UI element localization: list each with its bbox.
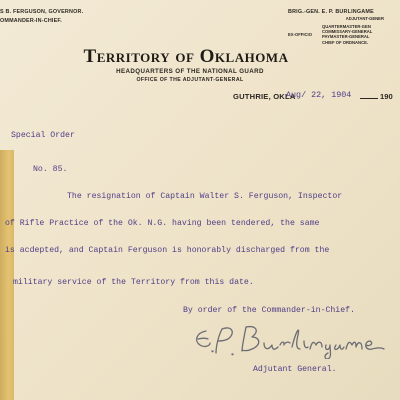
year-prefix: 190 (380, 92, 393, 101)
role-item: CHIEF OF ORDNANCE. (322, 39, 369, 45)
ex-officio-block (288, 24, 398, 45)
letterhead-title: Territory of Oklahoma (83, 46, 289, 67)
letterhead-subtitle: HEADQUARTERS OF THE NATIONAL GUARD (116, 68, 264, 75)
role-item: PAYMASTER-GENERAL (322, 34, 370, 40)
governor-line: S B. FERGUSON, GOVERNOR. (0, 9, 84, 15)
commander-line: OMMANDER-IN-CHIEF. (0, 18, 62, 24)
ex-officio-label: EX-OFFICIO (288, 32, 312, 37)
body-line: military service of the Territory from this date. (13, 278, 254, 287)
closing-line: By order of the Commander-in-Chief. (183, 306, 355, 315)
roles-list (322, 24, 372, 45)
signature-image (188, 321, 388, 359)
signer-title: Adjutant General. (253, 365, 337, 374)
place-label: GUTHRIE, OKLA (233, 92, 296, 101)
general-line: BRIG.-GEN. E. P. BURLINGAME (288, 9, 374, 15)
year-rule (360, 98, 378, 99)
letterhead-right (288, 8, 398, 45)
order-heading: Special Order (11, 131, 75, 140)
body-line: is acdepted, and Captain Ferguson is honorably discharged from the (5, 246, 330, 255)
body-line: of Rifle Practice of the Ok. N.G. having been tendered, the same (5, 219, 320, 228)
adjutant-line: ADJUTANT-GENER (345, 16, 384, 21)
order-number: No. 85. (33, 165, 68, 174)
role-item: QUARTERMASTER-GEN (322, 24, 371, 29)
tape-strip (0, 150, 14, 400)
letterhead-left (0, 8, 83, 26)
role-item: COMMISSARY-GENERAL (322, 29, 373, 35)
letterhead-office: OFFICE OF THE ADJUTANT-GENERAL (136, 77, 244, 83)
body-line: The resignation of Captain Walter S. Ferguson, Inspector (67, 192, 343, 201)
letter-date: Aug/ 22, 1904 (286, 90, 352, 100)
